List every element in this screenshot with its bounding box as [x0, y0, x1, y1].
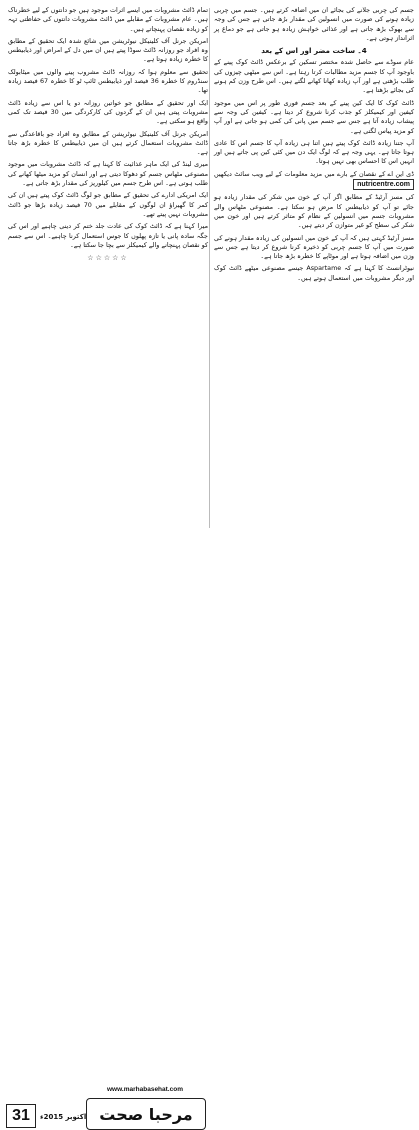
website-link[interactable]: nutricentre.com [353, 179, 414, 190]
paragraph: تمام ڈائٹ مشروبات میں ایسے اثرات موجود ہیں جو دانتوں کے لیے خطرناک ہیں۔ عام مشروبات کے مقابلے میں ڈائٹ مشروبات دانتوں کی حفاظتی تہہ کو زیادہ نقصان پہنچاتے ہیں۔ [8, 6, 208, 33]
paragraph: نیوٹرانسٹ کا کہنا ہے کہ Aspartame جیسے مصنوعی میٹھے ڈائٹ کوک اور دیگر مشروبات میں استعمال ہوتے ہیں۔ [214, 264, 414, 282]
paragraph: میرا کہنا ہے کہ ڈائٹ کوک کی عادت جلد ختم کر دینی چاہیے اور اس کی جگہ سادہ پانی یا تازہ پھلوں کا جوس استعمال کرنا چاہیے۔ اس سے جسم کو نقصان پہنچانے والے کیمیکلز سے بچا جا سکتا ہے۔ [8, 222, 208, 249]
paragraph: مسز آرٹیڈ کہتی ہیں کہ آپ کے خون میں انسولین کی زیادہ مقدار ہونے کی صورت میں آپ کا جسم چربی کو ذخیرہ کرنا شروع کر دیتا ہے جس سے وزن میں اضافہ ہوتا ہے اور موٹاپے کا خطرہ بڑھ جاتا ہے۔ [214, 233, 414, 261]
paragraph [214, 170, 414, 191]
paragraph: ڈائٹ کوک کا ایک کین پینے کے بعد جسم فوری طور پر اس میں موجود کیفین اور کیمیکلز کو جذب کرنا شروع کر دیتا ہے۔ کیفین کی وجہ سے پیشاب زیادہ آتا ہے جس سے جسم میں پانی کی کمی ہو جاتی ہے اور آپ کو مزید پیاس لگتی ہے۔ [214, 98, 414, 135]
paragraph: تحقیق سے معلوم ہوا کہ روزانہ ڈائٹ مشروب پینے والوں میں میٹابولک سنڈروم کا خطرہ 36 فیصد اور ذیابیطس ٹائپ ٹو کا خطرہ 67 فیصد زیادہ تھا۔ [8, 67, 208, 95]
paragraph: کی مسز آرٹیڈ کے مطابق اگر آپ کے خون میں شکر کی مقدار زیادہ ہو جائے تو آپ کو ذیابیطس کا مرض ہو سکتا ہے۔ مصنوعی مٹھاس والے مشروبات جسم میں انسولین کے نظام کو متاثر کرتے ہیں اور خون میں شکر کی سطح کو غیر متوازن کر دیتے ہیں۔ [214, 193, 414, 230]
end-stars: ☆☆☆☆☆ [87, 254, 129, 263]
right-column [214, 6, 414, 588]
paragraph: امریکن جرنل آف کلینیکل نیوٹریشن کے مطابق وہ افراد جو باقاعدگی سے ڈائٹ مشروبات استعمال کرتے ہیں ان میں ذیابیطس کا خطرہ بڑھ جاتا ہے۔ [8, 129, 208, 157]
paragraph: ایک امریکی ادارے کی تحقیق کے مطابق جو لوگ ڈائٹ کوک پیتے ہیں ان کی کمر کا گھیراؤ ان لوگوں کے مقابلے میں 70 فیصد زیادہ بڑھا جو ڈائٹ مشروبات نہیں پیتے تھے۔ [8, 191, 208, 218]
paragraph: جسم کی چربی جلانے کی بجائے ان میں اضافہ کرتے ہیں۔ جسم میں چربی زیادہ ہونے کی صورت میں انسولین کی مقدار بڑھ جاتی ہے جس کی وجہ سے بھوک بڑھ جاتی ہے اور غذائی خواہش زیادہ ہو جاتی ہے جو دماغ پر اثرانداز ہوتی ہے۔ [214, 6, 414, 42]
paragraph-text: ڈی این اے کے نقصان کے بارے میں مزید معلومات کے لیے ویب سائٹ دیکھیں [214, 169, 414, 178]
website-url[interactable]: www.marhabasehat.com [107, 1086, 183, 1093]
paragraph: میری لینڈ کی ایک ماہر غذائیت کا کہنا ہے کہ ڈائٹ مشروبات میں موجود مصنوعی مٹھاس جسم کو دھوکا دیتی ہے اور انسان کو مزید میٹھا کھانے کی طلب ہوتی ہے۔ اس طرح جسم میں کیلوریز کی مقدار بڑھ جاتی ہے۔ [8, 160, 208, 188]
paragraph: امریکن جرنل آف کلینیکل نیوٹریشن میں شائع شدہ ایک تحقیق کے مطابق وہ افراد جو روزانہ ڈائٹ سوڈا پیتے ہیں ان میں دل کے امراض اور ذیابیطس کا خطرہ زیادہ ہوتا ہے۔ [8, 36, 208, 64]
paragraph: ایک اور تحقیق کے مطابق جو خواتین روزانہ دو یا اس سے زیادہ ڈائٹ مشروبات پیتی ہیں ان کے گردوں کی کارکردگی میں 30 فیصد تک کمی واقع ہو سکتی ہے۔ [8, 98, 208, 126]
left-column [8, 6, 208, 534]
paragraph: عام سوڈے سے حاصل شدہ مختصر تسکین کے برعکس ڈائٹ کوک پینے کے باوجود آپ کا جسم مزید مطالبات کرتا رہتا ہے۔ اس سے میٹھی چیزوں کی طلب بڑھتی ہے اور آپ زیادہ کھانا کھانے لگتے ہیں۔ اس طرح وزن کم ہونے کی بجائے بڑھتا ہے۔ [214, 58, 414, 95]
page-number: 31 [6, 1104, 36, 1128]
issue-date: اکتوبر 2015ء [40, 1113, 87, 1121]
paragraph: آپ جتنا زیادہ ڈائٹ کوک پیتے ہیں اتنا ہی زیادہ آپ کا جسم اس کا عادی ہوتا جاتا ہے۔ یہی وجہ ہے کہ لوگ ایک دن میں کئی کین پی جاتے ہیں اور انہیں اس کا احساس بھی نہیں ہوتا۔ [214, 138, 414, 166]
section-heading: 4۔ ساخت مضر اور اس کے بعد [261, 46, 367, 56]
footer [0, 538, 210, 1124]
column-divider [209, 8, 210, 528]
magazine-logo: مرحبا صحت [86, 1098, 206, 1130]
